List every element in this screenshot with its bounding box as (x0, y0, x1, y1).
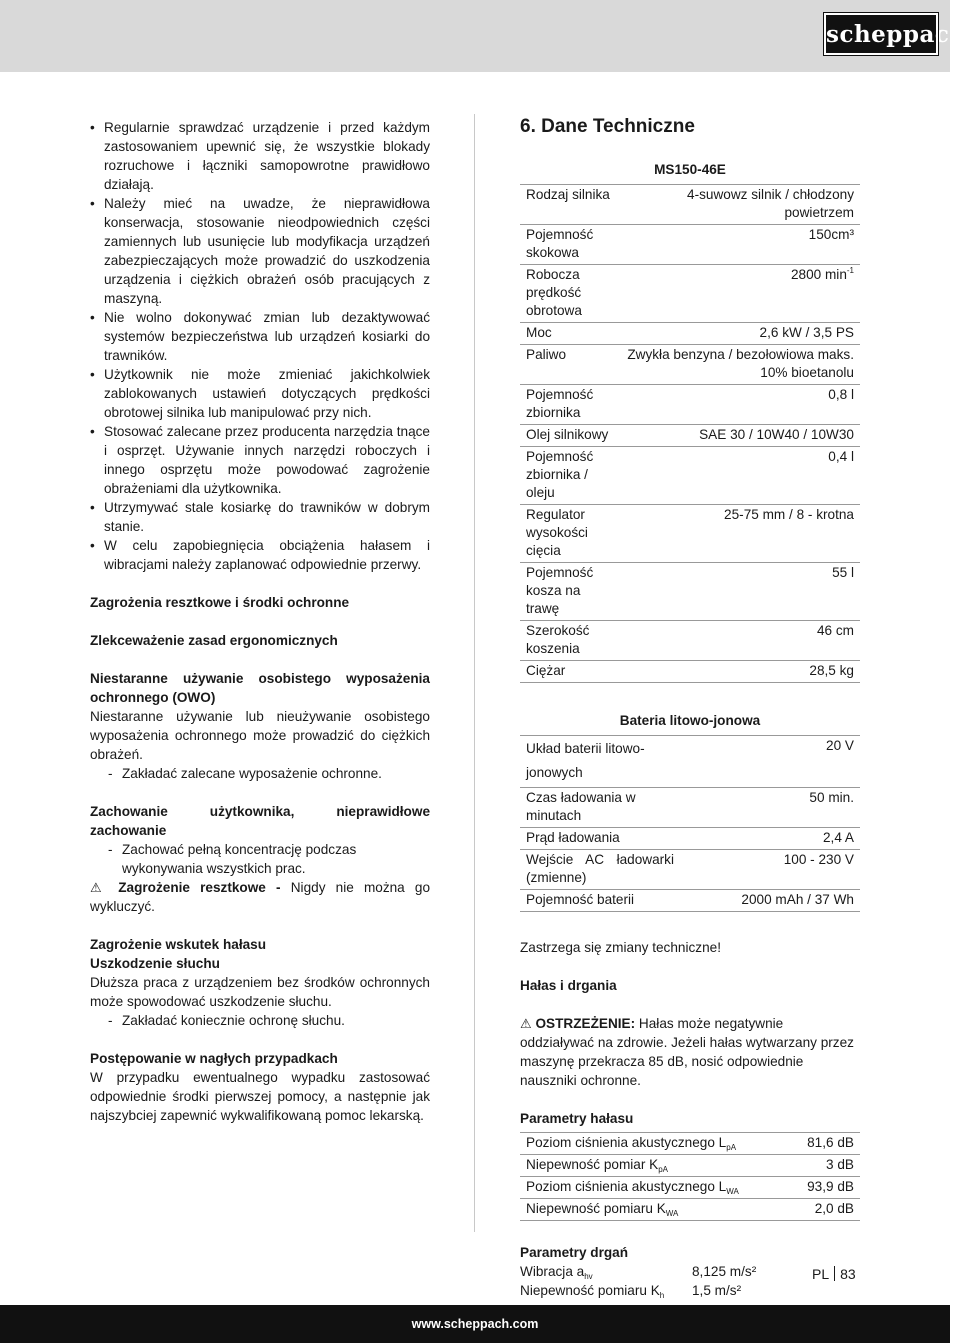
left-column (90, 118, 430, 1125)
list-item: • Należy mieć na uwadze, że nieprawidłowa konserwacja, stosowanie nieodpowiednich części zamiennych lub usunięcie lub modyfikacja urządzeń zabezpieczających może prowadzić do uszkodzenia urządzenia i ciężkich obrażeń osób pracujących z maszyną. (90, 194, 430, 308)
residual-risk-text: Nigdy nie można go wykluczyć. (90, 880, 431, 914)
table-row: Moc 2,6 kW / 3,5 PS (520, 323, 860, 345)
noise-params-title: Parametry hałasu (520, 1111, 634, 1126)
list-item: • Użytkownik nie może zmieniać jakichkolwiek zablokowanych ustawień dotyczących prędkości obrotowej silnika lub manipulować przy nich. (90, 365, 430, 422)
vibration-row: Niepewność pomiaru $K_h$ 1,5 m/s² (520, 1283, 742, 1300)
table-row: Poziom ciśnienia akustycznego $L_{pA}$ 81,6 dB (520, 1133, 860, 1155)
technical-changes-note: Zastrzega się zmiany techniczne! (520, 940, 721, 955)
table-row: Prąd ładowania 2,4 A (520, 828, 860, 850)
table-row: Paliwo Zwykła benzyna / bezołowiowa maks. 10% bioetanolu (520, 345, 860, 385)
list-item: • Stosować zalecane przez producenta narzędzia tnące i osprzęt. Używanie innych narzędzi roboczych i innego osprzętu może powodować zagrożenie obrażeniami dla użytkownika. (90, 422, 430, 498)
heading-noise-vibration: Hałas i drgania (520, 978, 617, 993)
table-row: Niepewność pomiar $K_{pA}$ 3 dB (520, 1155, 860, 1177)
website-link[interactable]: www.scheppach.com (411, 1317, 539, 1331)
table-row: Szerokość koszenia 46 cm (520, 621, 860, 661)
table-row: Czas ładowania w minutach 50 min. (520, 788, 860, 828)
heading-user-behaviour: Zachowanie użytkownika, nieprawidłowe zachowanie (90, 804, 430, 838)
vibration-params-title: Parametry drgań (520, 1245, 629, 1260)
section-title: 6. Dane Techniczne (520, 116, 695, 137)
table-row: Olej silnikowy SAE 30 / 10W40 / 10W30 (520, 425, 860, 447)
residual-risk-label: Zagrożenie resztkowe - (118, 880, 281, 895)
heading-ppe: Niestaranne używanie osobistego wyposażenia ochronnego (OWO) (90, 671, 430, 705)
warning-icon: ⚠ (520, 1016, 532, 1031)
table-row: Ciężar 28,5 kg (520, 661, 860, 683)
header-bar (0, 0, 967, 72)
language-code: PL (812, 1266, 830, 1282)
residual-risk-note (90, 878, 430, 916)
table-row: Regulator wysokości cięcia 25-75 mm / 8 - krotna (520, 505, 860, 563)
heading-residual-risks: Zagrożenia resztkowe i środki ochronne (90, 595, 350, 610)
paragraph-hearing: Dłuższa praca z urządzeniem bez środków ochronnych może spowodować uszkodzenie słuchu. (90, 975, 430, 1009)
list-item: • Nie wolno dokonywać zmian lub dezaktywować systemów bezpieczeństwa lub urządzeń kosiarki do trawników. (90, 308, 430, 365)
vibration-row: Wibracja $a_{hv}$ 8,125 m/s² (520, 1264, 757, 1281)
safety-bullet-list (90, 118, 430, 574)
warning-label: OSTRZEŻENIE: (535, 1016, 636, 1031)
page-number-value: 83 (840, 1266, 856, 1282)
right-column (520, 114, 860, 1300)
table-row: Pojemność zbiornika / oleju 0,4 l (520, 447, 860, 505)
list-item: • Regularnie sprawdzać urządzenie i przed każdym zastosowaniem upewnić się, że wszystkie blokady rozruchowe i łączniki samopowrotne prawidłowo działają. (90, 118, 430, 194)
noise-warning (520, 1014, 860, 1090)
table-row: Niepewność pomiaru $K_{WA}$ 2,0 dB (520, 1199, 860, 1221)
instruction-hearing: - Zakładać koniecznie ochronę słuchu. (90, 1011, 430, 1030)
column-divider (474, 114, 475, 1232)
table-row: Pojemność baterii 2000 mAh / 37 Wh (520, 890, 860, 912)
table-row: Rodzaj silnika 4-suwowz silnik / chłodzony powietrzem (520, 185, 860, 225)
heading-ergonomics: Zlekceważenie zasad ergonomicznych (90, 633, 338, 648)
instruction-ppe: - Zakładać zalecane wyposażenie ochronne. (90, 764, 430, 783)
footer-bar (0, 1305, 950, 1343)
table-row: Poziom ciśnienia akustycznego $L_{WA}$ 93,9 dB (520, 1177, 860, 1199)
list-item: • W celu zapobiegnięcia obciążenia hałasem i wibracjami należy zaplanować odpowiednie przerwy. (90, 536, 430, 574)
page-number (812, 1265, 856, 1284)
warning-text: Hałas może negatywnie oddziaływać na zdrowie. Jeżeli hałas wytwarzany przez maszynę przekracza 85 dB, nosić odpowiednie nauszniki ochronne. (520, 1016, 854, 1088)
noise-table (520, 1132, 860, 1221)
brand-logo: scheppach (824, 13, 938, 55)
table-row: Pojemność zbiornika 0,8 l (520, 385, 860, 425)
table-row: Układ baterii litowo-jonowych 20 V (520, 736, 860, 788)
table-row: Wejście AC ładowarki (zmienne) 100 - 230 V (520, 850, 860, 890)
list-item: • Utrzymywać stale kosiarkę do trawników w dobrym stanie. (90, 498, 430, 536)
paragraph-ppe: Niestaranne używanie lub nieużywanie osobistego wyposażenia ochronnego może prowadzić do ciężkich obrażeń. (90, 709, 430, 762)
heading-noise-hazard: Zagrożenie wskutek hałasu (90, 937, 267, 952)
heading-emergency: Postępowanie w nagłych przypadkach (90, 1051, 338, 1066)
warning-icon: ⚠ (90, 880, 109, 895)
table-row: Pojemność kosza na trawę 55 l (520, 563, 860, 621)
battery-table (520, 735, 860, 912)
table-row: Pojemność skokowa 150cm³ (520, 225, 860, 265)
battery-title: Bateria litowo-jonowa (619, 713, 761, 728)
technical-data-table (520, 184, 860, 683)
table-row: Robocza prędkość obrotowa 2800 $\min^{-1}$ (520, 265, 860, 323)
instruction-concentration: - Zachować pełną koncentrację podczas wykonywania wszystkich prac. (90, 840, 430, 878)
model-name: MS150-46E (654, 162, 726, 177)
heading-hearing-damage: Uszkodzenie słuchu (90, 956, 220, 971)
paragraph-emergency: W przypadku ewentualnego wypadku zastosować odpowiednie środki pierwszej pomocy, a następnie jak najszybciej zapewnić wykwalifikowaną pomoc lekarską. (90, 1070, 430, 1123)
